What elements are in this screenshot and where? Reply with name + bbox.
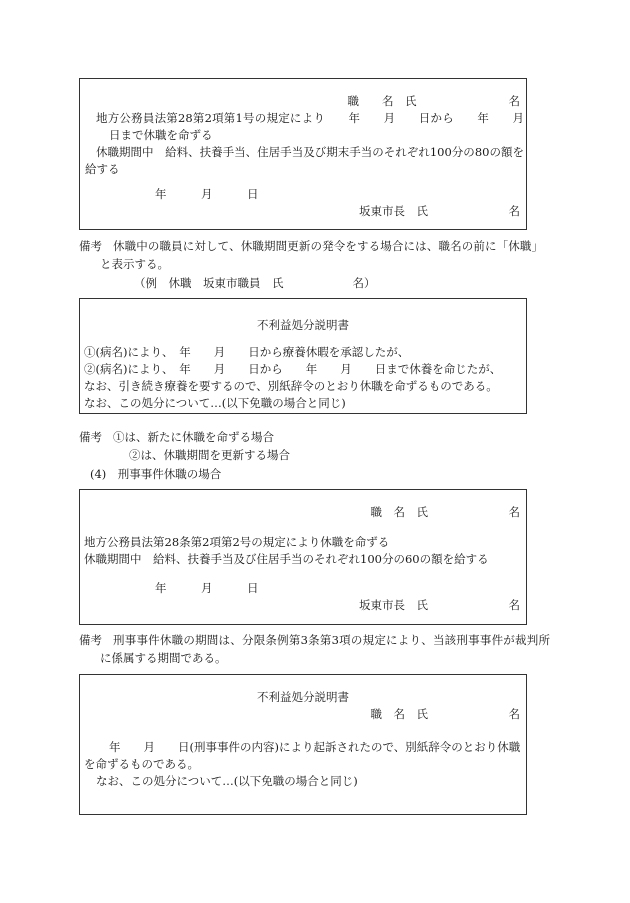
order-box-criminal [79, 489, 527, 625]
name-line: 職 名 氏 名 [370, 505, 520, 519]
signer-line: 坂東市長 氏 名 [359, 598, 520, 612]
signer-line: 坂東市長 氏 名 [359, 204, 520, 218]
explanation-box-illness [79, 298, 527, 414]
explanation-line-2: ②(病名)により、 年 月 日から 年 月 日まで休養を命じたが、 [84, 362, 502, 376]
pay-text: 休職期間中 給料、扶養手当、住居手当及び期末手当のそれぞれ100分の80の額を [96, 145, 524, 159]
remark-text: 刑事事件休職の期間は、分限条例第3条第3項の規定により、当該刑事事件が裁判所 [113, 633, 550, 647]
explanation-line-3: なお、引き続き療養を要するので、別紙辞令のとおり休職を命ずるものである。 [84, 379, 498, 393]
remark-text-cont: に係属する期間である。 [100, 651, 227, 665]
date-line: 年 月 日 [155, 187, 259, 201]
explanation-line-2: を命ずるものである。 [84, 757, 199, 771]
name-line: 職 名 氏 名 [347, 94, 520, 108]
pay-text-cont: 給する [85, 162, 120, 176]
pay-text: 休職期間中 給料、扶養手当及び住居手当のそれぞれ100分の60の額を給する [84, 552, 489, 566]
remark-label: 備考 [79, 633, 102, 647]
remark-example: （例 休職 坂東市職員 氏 名） [134, 276, 376, 290]
explanation-line-1: 年 月 日(刑事事件の内容)により起訴されたので、別紙辞令のとおり休職 [109, 740, 521, 754]
explanation-box-criminal [79, 674, 527, 815]
order-text-cont: 日まで休職を命ずる [109, 128, 213, 142]
remark-label: 備考 [79, 430, 102, 444]
order-text: 地方公務員法第28条第2項第2号の規定により休職を命ずる [84, 535, 390, 549]
section-heading: (4) 刑事事件休職の場合 [90, 467, 222, 481]
box-title: 不利益処分説明書 [257, 318, 349, 332]
box-title: 不利益処分説明書 [257, 690, 349, 704]
remark-text: 休職中の職員に対して、休職期間更新の発令をする場合には、職名の前に「休職」 [113, 239, 543, 253]
explanation-line-4: なお、この処分について…(以下免職の場合と同じ) [84, 396, 346, 410]
name-line: 職 名 氏 名 [370, 707, 520, 721]
order-text: 地方公務員法第28第2項第1号の規定により 年 月 日から 年 月 [96, 111, 524, 125]
remark-text-cont: と表示する。 [100, 257, 169, 271]
date-line: 年 月 日 [155, 581, 259, 595]
remark-text: ①は、新たに休職を命ずる場合 [113, 430, 274, 444]
remark-text-2: ②は、休職期間を更新する場合 [129, 448, 290, 462]
order-box-leave [79, 78, 527, 230]
explanation-line-1: ①(病名)により、 年 月 日から療養休暇を承認したが、 [84, 345, 410, 359]
explanation-line-3: なお、この処分について…(以下免職の場合と同じ) [96, 774, 358, 788]
remark-label: 備考 [79, 239, 102, 253]
